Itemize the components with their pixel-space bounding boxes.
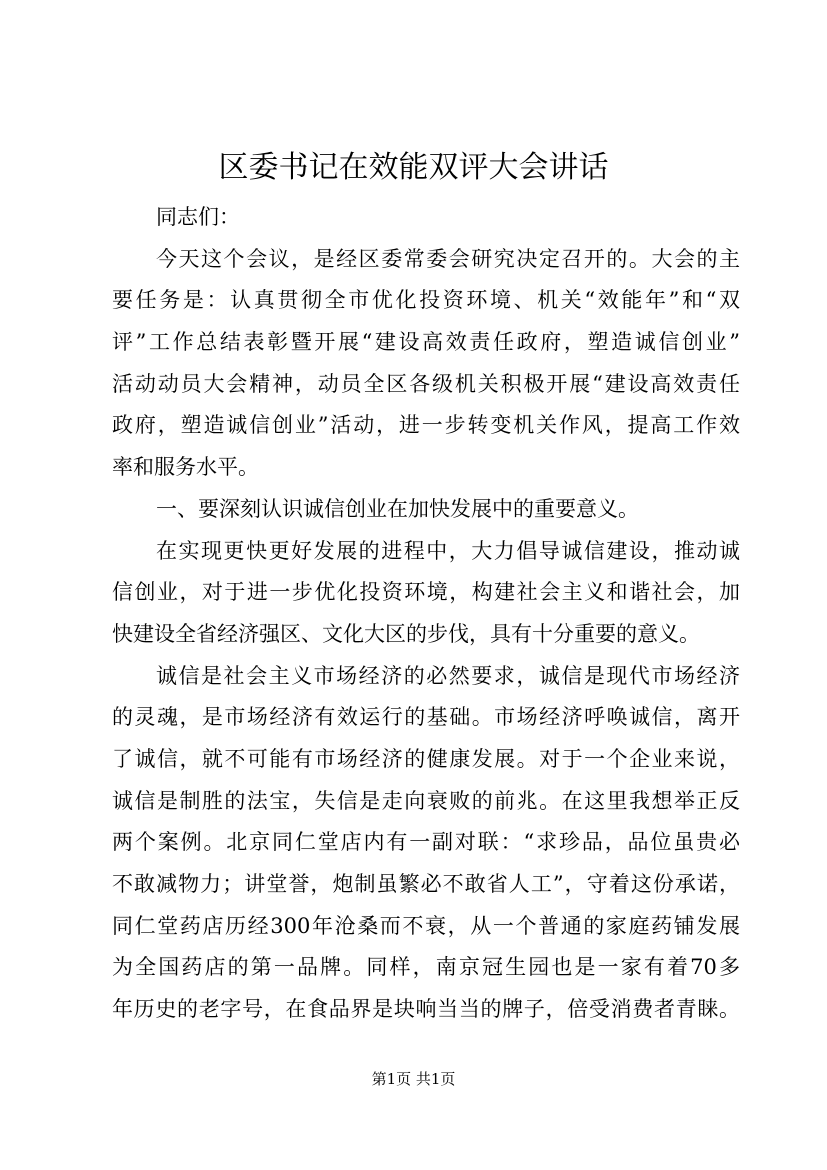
section-heading: 一、要深刻认识诚信创业在加快发展中的重要意义。 xyxy=(156,496,639,521)
paragraph-line: 今天这个会议，是经区委常委会研究决定召开的。大会的主 xyxy=(156,246,740,271)
paragraph-line: 了诚信，就不可能有市场经济的健康发展。对于一个企业来说， xyxy=(112,746,740,771)
paragraph-line: 评”工作总结表彰暨开展“建设高效责任政府，塑造诚信创业” xyxy=(112,330,740,355)
paragraph-line: 不敢减物力；讲堂誉，炮制虽繁必不敢省人工”，守着这份承诺， xyxy=(112,872,740,896)
document-body xyxy=(112,197,740,1031)
paragraph-line: 快建设全省经济强区、文化大区的步伐，具有十分重要的意义。 xyxy=(112,621,700,646)
paragraph-line: 诚信是社会主义市场经济的必然要求，诚信是现代市场经济 xyxy=(156,663,740,688)
document-title: 区委书记在效能双评大会讲话 xyxy=(218,150,609,185)
paragraph-line: 同仁堂药店历经300年沧桑而不衰，从一个普通的家庭药铺发展 xyxy=(112,913,740,938)
paragraph-line: 两个案例。北京同仁堂店内有一副对联：“求珍品，品位虽贵必 xyxy=(112,830,740,855)
paragraph-line: 在实现更快更好发展的进程中，大力倡导诚信建设，推动诚 xyxy=(156,538,740,563)
paragraph-line: 信创业，对于进一步优化投资环境，构建社会主义和谐社会，加 xyxy=(112,580,740,605)
paragraph-line: 为全国药店的第一品牌。同样，南京冠生园也是一家有着70多 xyxy=(112,955,740,980)
paragraph-line: 年历史的老字号，在食品界是块响当当的牌子，倍受消费者青睐。 xyxy=(112,997,740,1022)
paragraph-line: 的灵魂，是市场经济有效运行的基础。市场经济呼唤诚信，离开 xyxy=(112,705,740,730)
paragraph-line: 诚信是制胜的法宝，失信是走向衰败的前兆。在这里我想举正反 xyxy=(112,788,740,813)
paragraph-line: 活动动员大会精神，动员全区各级机关积极开展“建设高效责任 xyxy=(112,371,740,396)
paragraph-line: 政府，塑造诚信创业”活动，进一步转变机关作风，提高工作效 xyxy=(112,413,740,438)
page-footer: 第1页 共1页 xyxy=(371,1070,456,1088)
paragraph-line: 要任务是：认真贯彻全市优化投资环境、机关“效能年”和“双 xyxy=(112,288,740,313)
salutation-line: 同志们： xyxy=(156,205,240,229)
paragraph-line: 率和服务水平。 xyxy=(112,455,259,480)
